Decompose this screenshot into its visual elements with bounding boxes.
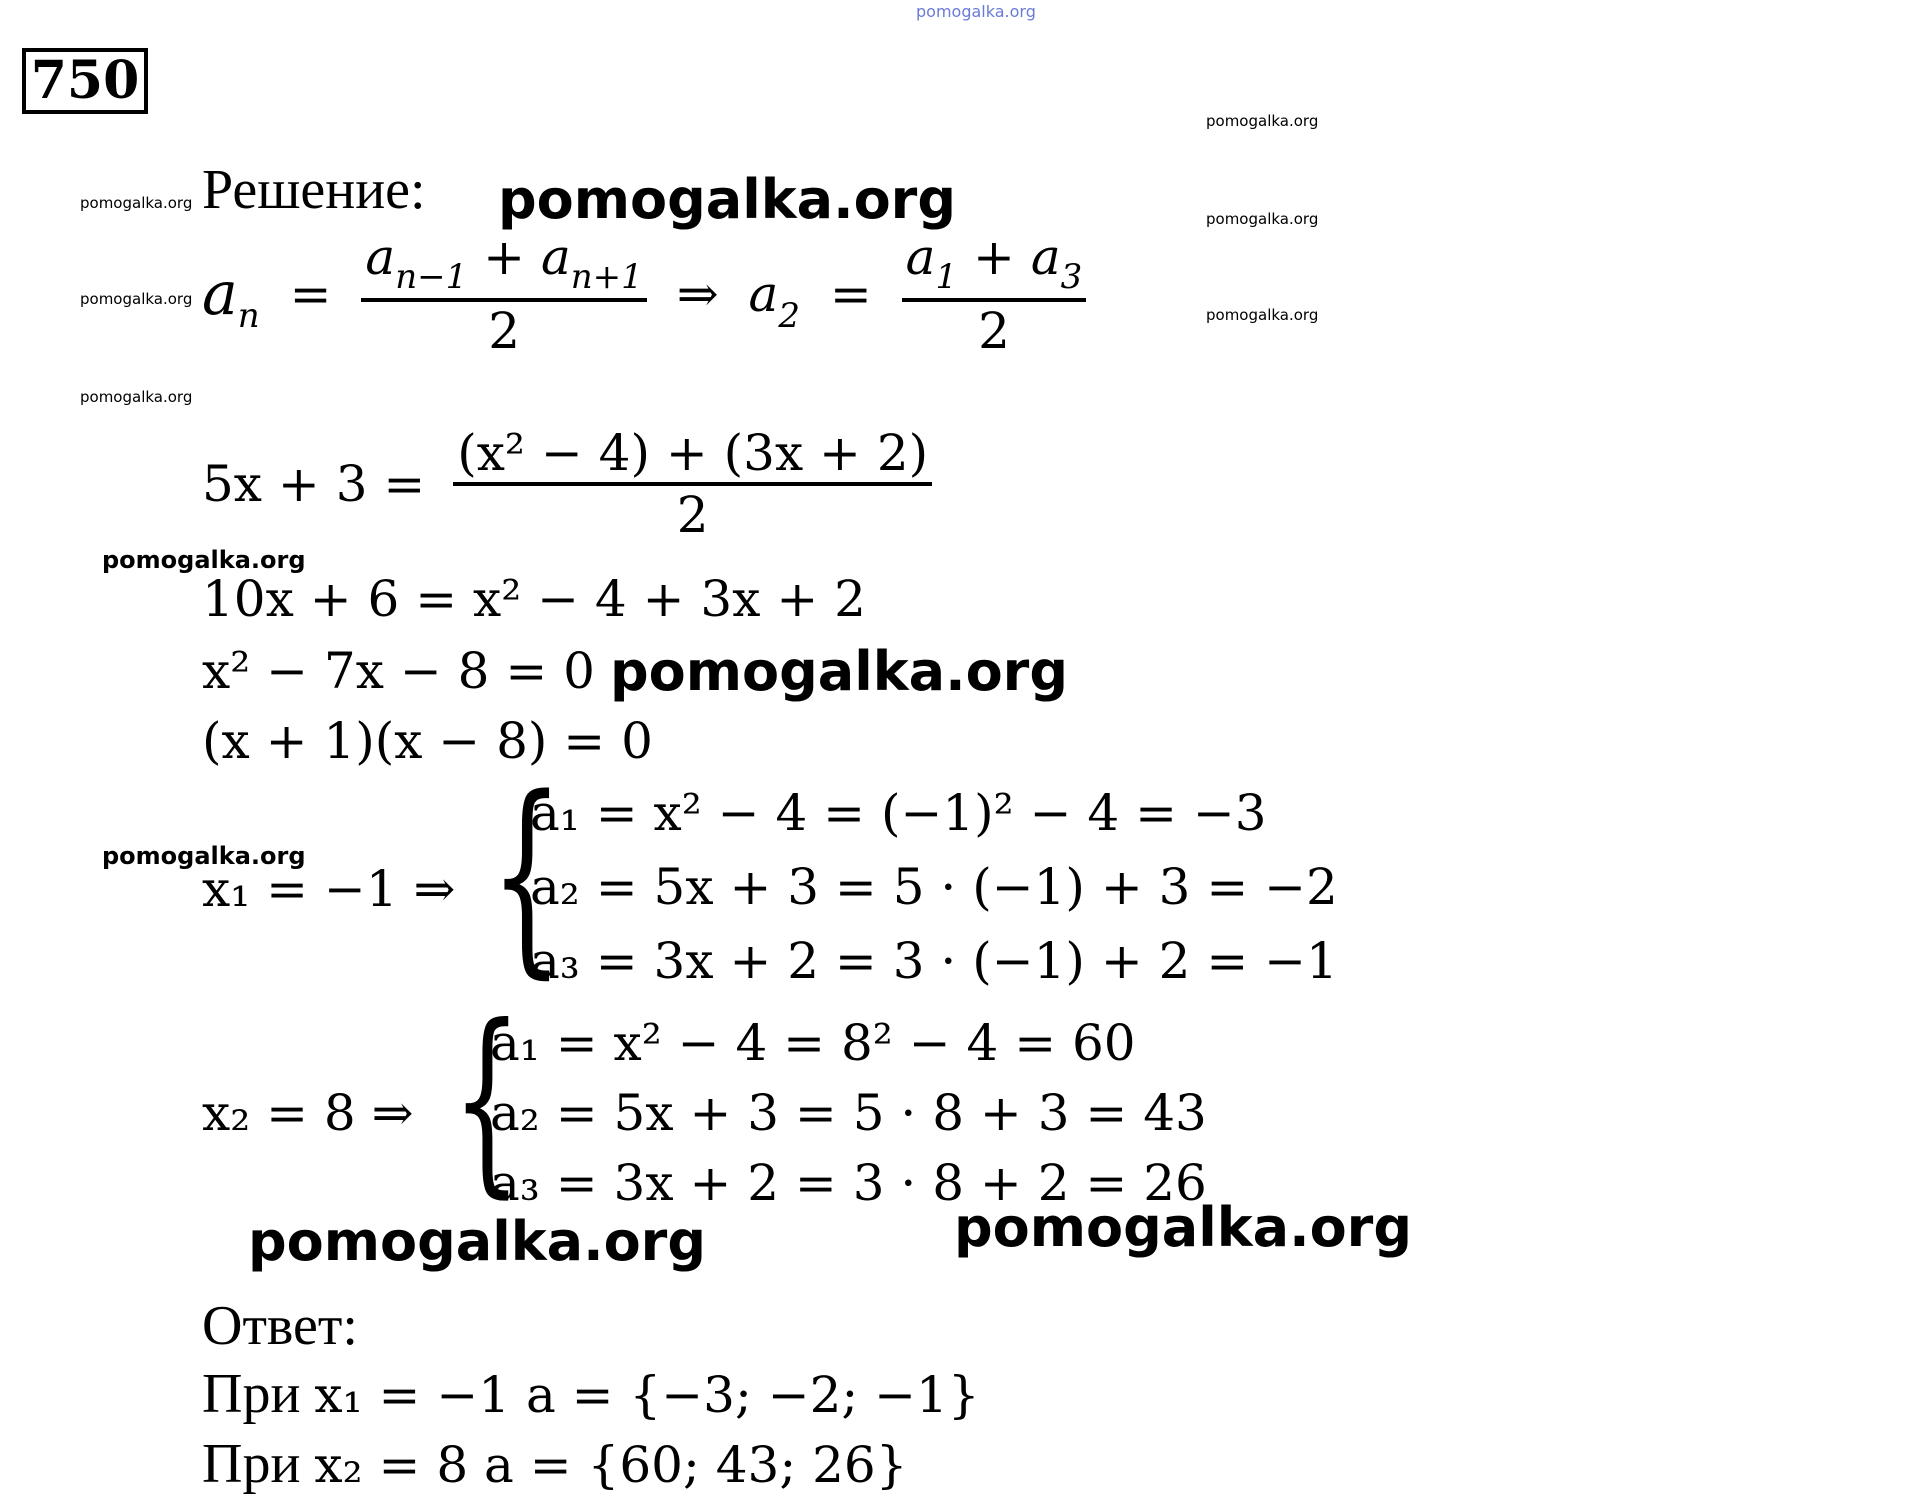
watermark-small: pomogalka.org xyxy=(1206,210,1319,228)
watermark-small: pomogalka.org xyxy=(1206,306,1319,324)
watermark-big: pomogalka.org xyxy=(248,1210,706,1273)
watermark-big: pomogalka.org xyxy=(610,640,1068,703)
recurrence-formula: $a_n$ = $\frac{a_{n-1} + a_{n+1}}{2}$ ⇒ $a_2$ = $\frac{a_1 + a_3}{2}$ xyxy=(202,232,1086,356)
case-2-line: a₂ = 5x + 3 = 5 · 8 + 3 = 43 xyxy=(490,1084,1207,1142)
watermark-small: pomogalka.org xyxy=(1206,112,1319,130)
answer-heading: Ответ: xyxy=(202,1295,358,1357)
case-2-line: a₃ = 3x + 2 = 3 · 8 + 2 = 26 xyxy=(490,1154,1207,1212)
case-1-condition: x₁ = −1 ⇒ xyxy=(202,860,456,918)
case-2-brace: { xyxy=(452,983,522,1216)
answer-line-1: При x₁ = −1 a = {−3; −2; −1} xyxy=(202,1363,980,1425)
watermark-small: pomogalka.org xyxy=(80,388,193,406)
case-2-condition: x₂ = 8 ⇒ xyxy=(202,1084,414,1142)
problem-number-box: 750 xyxy=(22,48,148,114)
solution-heading: Решение: xyxy=(202,159,426,221)
equation-4: (x + 1)(x − 8) = 0 xyxy=(202,712,653,770)
equation-3: x² − 7x − 8 = 0 xyxy=(202,642,595,700)
equation-1: 5x + 3 = $\frac{\text{(x² − 4) + (3x + 2)}}{2}$ xyxy=(202,428,932,540)
case-1-brace: { xyxy=(490,752,564,997)
case-1-line: a₁ = x² − 4 = (−1)² − 4 = −3 xyxy=(530,784,1267,842)
answer-line-2: При x₂ = 8 a = {60; 43; 26} xyxy=(202,1433,908,1495)
a2-fraction: $\frac{a_1 + a_3}{2}$ xyxy=(902,232,1087,356)
watermark-big: pomogalka.org xyxy=(954,1196,1412,1259)
top-watermark: pomogalka.org xyxy=(916,2,1036,21)
watermark-small: pomogalka.org xyxy=(80,290,193,308)
case-1-line: a₃ = 3x + 2 = 3 · (−1) + 2 = −1 xyxy=(530,932,1338,990)
equation-2: 10x + 6 = x² − 4 + 3x + 2 xyxy=(202,570,866,628)
recurrence-fraction: $\frac{a_{n-1} + a_{n+1}}{2}$ xyxy=(361,232,646,356)
case-2-line: a₁ = x² − 4 = 8² − 4 = 60 xyxy=(490,1014,1136,1072)
case-1-line: a₂ = 5x + 3 = 5 · (−1) + 3 = −2 xyxy=(530,858,1338,916)
watermark-small: pomogalka.org xyxy=(80,194,193,212)
watermark-mid: pomogalka.org xyxy=(102,842,306,870)
watermark-mid: pomogalka.org xyxy=(102,546,306,574)
watermark-big: pomogalka.org xyxy=(498,168,956,231)
